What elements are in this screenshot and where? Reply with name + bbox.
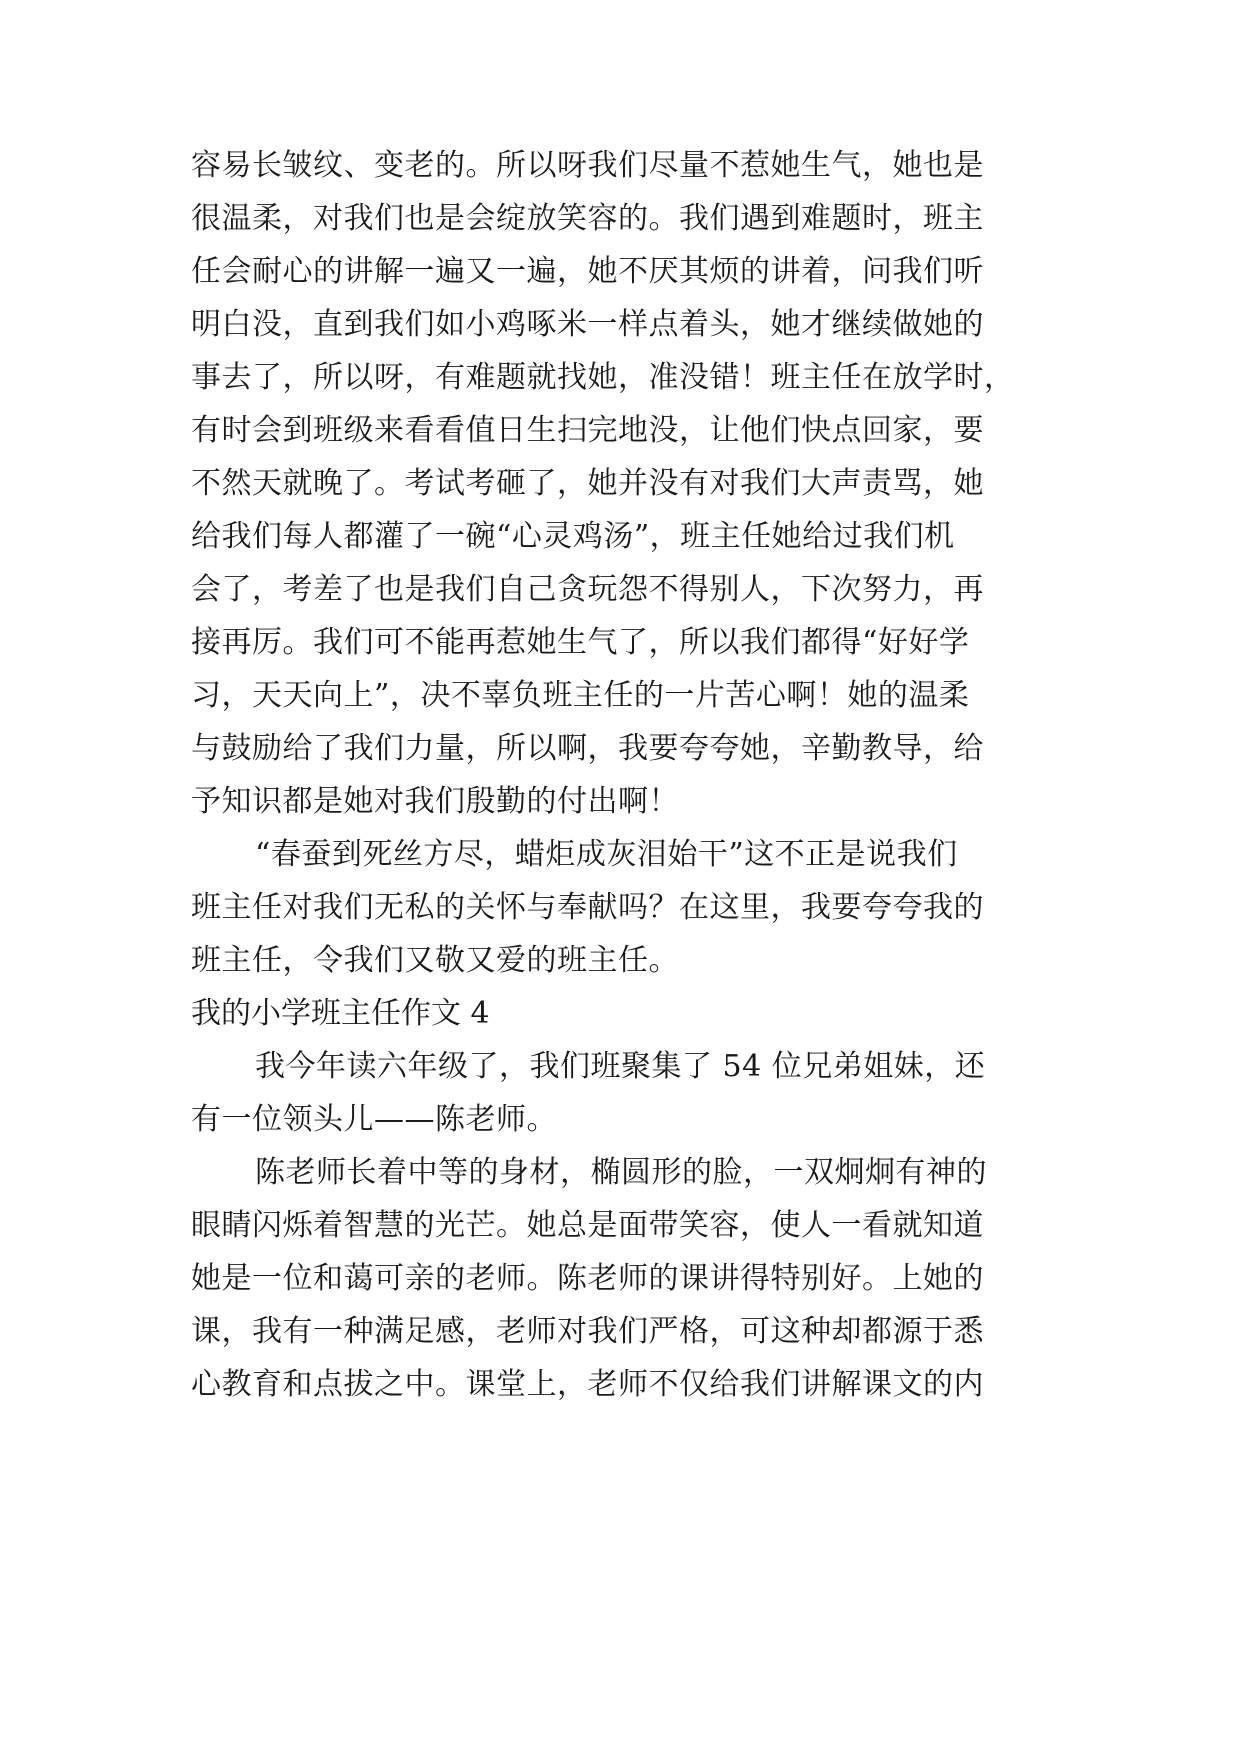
paragraph-line: 陈老师长着中等的身材，椭圆形的脸，一双炯炯有神的 bbox=[255, 1155, 987, 1190]
paragraph-line: 她是一位和蔼可亲的老师。陈老师的课讲得特别好。上她的 bbox=[191, 1261, 984, 1296]
paragraph-line: 心教育和点拔之中。课堂上，老师不仅给我们讲解课文的内 bbox=[191, 1367, 984, 1402]
paragraph-line: 眼睛闪烁着智慧的光芒。她总是面带笑容，使人一看就知道 bbox=[191, 1208, 984, 1243]
paragraph-line: 课，我有一种满足感，老师对我们严格，可这种却都源于悉 bbox=[191, 1314, 984, 1349]
paragraph-line: 容易长皱纹、变老的。所以呀我们尽量不惹她生气，她也是 bbox=[191, 148, 984, 183]
paragraph-line: 与鼓励给了我们力量，所以啊，我要夸夸她，辛勤教导，给 bbox=[191, 731, 984, 766]
paragraph-line: 任会耐心的讲解一遍又一遍，她不厌其烦的讲着，问我们听 bbox=[191, 254, 984, 289]
section-heading: 我的小学班主任作文 4 bbox=[191, 996, 490, 1031]
paragraph-line: 班主任，令我们又敬又爱的班主任。 bbox=[191, 943, 679, 978]
paragraph-line: 习，天天向上”，决不辜负班主任的一片苦心啊！她的温柔 bbox=[191, 678, 970, 713]
paragraph-line: 事去了，所以呀，有难题就找她，准没错！班主任在放学时， bbox=[191, 360, 1015, 395]
paragraph-line: 班主任对我们无私的关怀与奉献吗？在这里，我要夸夸我的 bbox=[191, 890, 984, 925]
paragraph-line: 予知识都是她对我们殷勤的付出啊！ bbox=[191, 784, 679, 819]
paragraph-line: 给我们每人都灌了一碗“心灵鸡汤”，班主任她给过我们机 bbox=[191, 519, 955, 554]
paragraph-line: 接再厉。我们可不能再惹她生气了，所以我们都得“好好学 bbox=[191, 625, 970, 660]
paragraph-line: “春蚕到死丝方尽，蜡炬成灰泪始干”这不正是说我们 bbox=[255, 837, 958, 872]
paragraph-line: 很温柔，对我们也是会绽放笑容的。我们遇到难题时，班主 bbox=[191, 201, 984, 236]
paragraph-line: 会了，考差了也是我们自己贪玩怨不得别人，下次努力，再 bbox=[191, 572, 984, 607]
paragraph-line: 有一位领头儿——陈老师。 bbox=[191, 1102, 557, 1137]
paragraph-line: 不然天就晚了。考试考砸了，她并没有对我们大声责骂，她 bbox=[191, 466, 984, 501]
paragraph-line: 我今年读六年级了，我们班聚集了 54 位兄弟姐妹，还 bbox=[255, 1049, 986, 1084]
paragraph-line: 有时会到班级来看看值日生扫完地没，让他们快点回家，要 bbox=[191, 413, 984, 448]
paragraph-line: 明白没，直到我们如小鸡啄米一样点着头，她才继续做她的 bbox=[191, 307, 984, 342]
